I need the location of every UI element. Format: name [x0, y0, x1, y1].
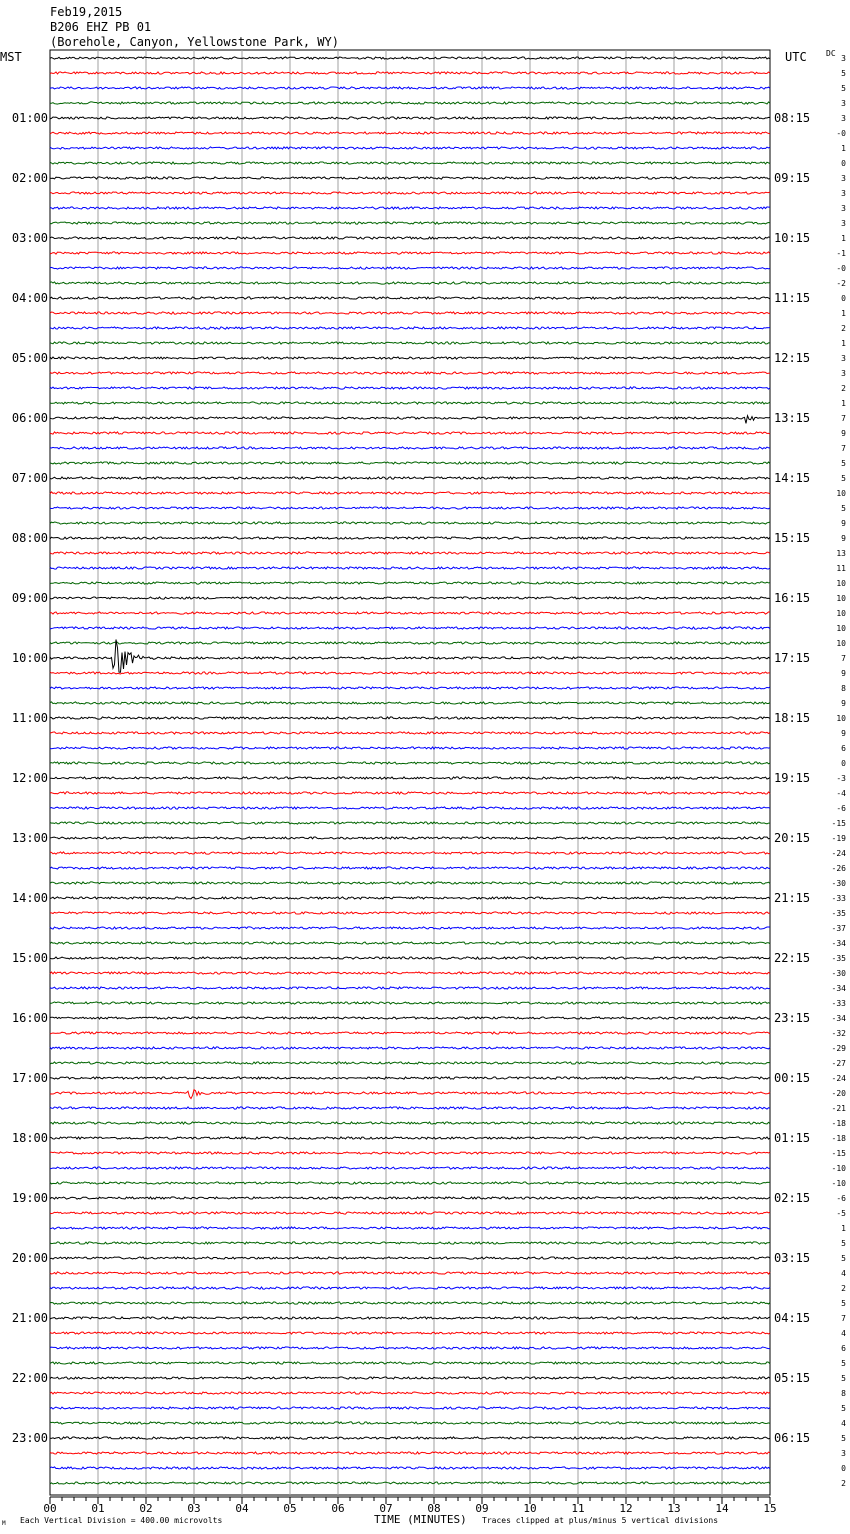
trace-row-79: [50, 1242, 770, 1244]
trace-row-66: [50, 1047, 770, 1049]
clip-note: Traces clipped at plus/minus 5 vertical divisions: [482, 1516, 719, 1525]
left-axis-label: MST: [0, 50, 22, 64]
trace-row-50: [50, 807, 770, 809]
trace-row-70: [50, 1107, 770, 1109]
dc-offset-label: -34: [831, 1014, 846, 1023]
left-hour-label: 09:00: [11, 591, 48, 605]
trace-row-39: [50, 642, 770, 644]
trace-row-54: [50, 867, 770, 869]
left-hour-label: 15:00: [11, 951, 48, 965]
trace-row-68: [50, 1077, 770, 1079]
dc-offset-label: 10: [836, 489, 846, 498]
trace-row-28: [50, 477, 770, 479]
left-hour-label: 04:00: [11, 291, 48, 305]
right-axis-label: UTC: [785, 50, 807, 64]
dc-offset-label: 8: [841, 684, 846, 693]
dc-offset-label: -4: [836, 789, 846, 798]
dc-offset-label: 6: [841, 744, 846, 753]
trace-row-5: [50, 132, 770, 134]
dc-offset-label: 3: [841, 54, 846, 63]
trace-row-93: [50, 1452, 770, 1454]
dc-offset-label: -1: [836, 249, 846, 258]
trace-row-14: [50, 267, 770, 269]
seismic-traces: [50, 57, 770, 1484]
dc-offset-label: 1: [841, 234, 846, 243]
trace-row-78: [50, 1227, 770, 1229]
trace-row-3: [50, 102, 770, 104]
left-hour-labels: [12, 111, 48, 1445]
trace-row-17: [50, 312, 770, 314]
trace-row-16: [50, 297, 770, 299]
left-hour-label: 12:00: [11, 771, 48, 785]
trace-row-95: [50, 1482, 770, 1484]
dc-offset-label: -18: [831, 1119, 846, 1128]
dc-offset-label: 13: [836, 549, 846, 558]
right-hour-label: 16:15: [774, 591, 811, 605]
trace-row-27: [50, 462, 770, 464]
trace-row-55: [50, 882, 770, 884]
x-tick-label: 05: [283, 1502, 297, 1515]
trace-row-40: [50, 640, 770, 673]
trace-row-89: [50, 1392, 770, 1394]
dc-offset-label: 3: [841, 369, 846, 378]
trace-row-58: [50, 927, 770, 929]
trace-row-32: [50, 537, 770, 539]
dc-label: DC: [826, 49, 836, 58]
right-hour-label: 05:15: [774, 1371, 811, 1385]
dc-offset-label: -2: [836, 279, 846, 288]
trace-row-44: [50, 717, 770, 719]
dc-offset-label: 3: [841, 204, 846, 213]
x-axis-title: TIME (MINUTES): [374, 1513, 467, 1526]
trace-row-12: [50, 237, 770, 239]
left-hour-label: 01:00: [11, 111, 48, 125]
dc-offset-label: 3: [841, 174, 846, 183]
x-tick-label: 03: [187, 1502, 201, 1515]
dc-offset-label: -6: [836, 804, 846, 813]
dc-offset-label: 9: [841, 534, 846, 543]
trace-row-63: [50, 1002, 770, 1004]
dc-offset-label: 10: [836, 714, 846, 723]
trace-row-8: [50, 177, 770, 179]
trace-row-87: [50, 1362, 770, 1364]
trace-row-73: [50, 1152, 770, 1154]
dc-offset-label: -30: [831, 969, 846, 978]
dc-offset-label: 4: [841, 1269, 846, 1278]
dc-offset-label: 7: [841, 414, 846, 423]
left-hour-label: 08:00: [11, 531, 48, 545]
trace-row-9: [50, 192, 770, 194]
trace-row-34: [50, 567, 770, 569]
dc-offset-label: 9: [841, 429, 846, 438]
dc-offset-label: -20: [831, 1089, 846, 1098]
station-name: B206 EHZ PB 01: [50, 20, 152, 34]
trace-row-36: [50, 597, 770, 599]
dc-offset-label: 3: [841, 114, 846, 123]
dc-offset-label: 7: [841, 1314, 846, 1323]
dc-offset-label: 5: [841, 1374, 846, 1383]
x-tick-label: 09: [475, 1502, 489, 1515]
right-hour-labels: [774, 111, 810, 1445]
x-tick-label: 00: [43, 1502, 57, 1515]
right-hour-label: 00:15: [774, 1071, 811, 1085]
left-hour-label: 05:00: [11, 351, 48, 365]
dc-offset-label: -35: [831, 954, 846, 963]
left-hour-label: 21:00: [11, 1311, 48, 1325]
left-hour-label: 11:00: [11, 711, 48, 725]
dc-offset-label: -29: [831, 1044, 846, 1053]
dc-offset-label: 10: [836, 579, 846, 588]
dc-offset-label: 8: [841, 1389, 846, 1398]
left-hour-label: 07:00: [11, 471, 48, 485]
dc-offset-label: 4: [841, 1329, 846, 1338]
right-hour-label: 18:15: [774, 711, 811, 725]
left-hour-label: 16:00: [11, 1011, 48, 1025]
trace-row-65: [50, 1032, 770, 1034]
left-hour-label: 02:00: [11, 171, 48, 185]
trace-row-45: [50, 732, 770, 734]
right-hour-label: 23:15: [774, 1011, 811, 1025]
trace-row-6: [50, 147, 770, 149]
x-tick-label: 13: [667, 1502, 681, 1515]
trace-row-2: [50, 87, 770, 89]
dc-offset-label: -32: [831, 1029, 846, 1038]
x-tick-label: 06: [331, 1502, 345, 1515]
dc-offset-label: 10: [836, 609, 846, 618]
dc-offset-label: 5: [841, 459, 846, 468]
trace-row-41: [50, 672, 770, 674]
trace-row-51: [50, 822, 770, 824]
dc-offset-label: 10: [836, 594, 846, 603]
dc-offset-label: 9: [841, 699, 846, 708]
trace-row-43: [50, 702, 770, 704]
dc-offset-label: -0: [836, 129, 846, 138]
dc-offset-label: -10: [831, 1179, 846, 1188]
trace-row-60: [50, 957, 770, 959]
trace-row-47: [50, 762, 770, 764]
left-hour-label: 17:00: [11, 1071, 48, 1085]
dc-offset-label: -5: [836, 1209, 846, 1218]
right-hour-label: 22:15: [774, 951, 811, 965]
dc-offset-label: 9: [841, 669, 846, 678]
trace-row-49: [50, 792, 770, 794]
x-tick-label: 12: [619, 1502, 633, 1515]
trace-row-30: [50, 507, 770, 509]
right-hour-label: 09:15: [774, 171, 811, 185]
dc-offset-label: 3: [841, 219, 846, 228]
trace-row-4: [50, 117, 770, 119]
trace-row-88: [50, 1377, 770, 1379]
trace-row-37: [50, 612, 770, 614]
x-tick-label: 01: [91, 1502, 105, 1515]
right-hour-label: 06:15: [774, 1431, 811, 1445]
trace-row-86: [50, 1347, 770, 1349]
dc-offset-label: -37: [831, 924, 846, 933]
trace-row-94: [50, 1467, 770, 1469]
trace-row-10: [50, 207, 770, 209]
dc-offset-label: 1: [841, 339, 846, 348]
trace-row-13: [50, 252, 770, 254]
right-hour-label: 17:15: [774, 651, 811, 665]
right-hour-label: 21:15: [774, 891, 811, 905]
dc-offset-label: 5: [841, 474, 846, 483]
corner-mark: M: [2, 1520, 6, 1527]
right-hour-label: 14:15: [774, 471, 811, 485]
left-hour-label: 13:00: [11, 831, 48, 845]
trace-row-92: [50, 1437, 770, 1439]
dc-offset-label: -21: [831, 1104, 846, 1113]
trace-row-81: [50, 1272, 770, 1274]
dc-offset-label: 1: [841, 309, 846, 318]
left-hour-label: 22:00: [11, 1371, 48, 1385]
trace-row-21: [50, 372, 770, 374]
left-hour-label: 06:00: [11, 411, 48, 425]
trace-row-64: [50, 1017, 770, 1019]
x-tick-label: 02: [139, 1502, 153, 1515]
trace-row-23: [50, 402, 770, 404]
dc-offset-label: 10: [836, 624, 846, 633]
trace-row-26: [50, 447, 770, 449]
right-hour-label: 04:15: [774, 1311, 811, 1325]
right-hour-label: 20:15: [774, 831, 811, 845]
dc-offset-label: -33: [831, 894, 846, 903]
trace-row-29: [50, 492, 770, 494]
dc-offset-label: 3: [841, 1449, 846, 1458]
trace-row-67: [50, 1062, 770, 1064]
dc-offset-label: 5: [841, 84, 846, 93]
trace-row-75: [50, 1182, 770, 1184]
trace-row-80: [50, 1257, 770, 1259]
dc-offset-label: 1: [841, 399, 846, 408]
trace-row-57: [50, 912, 770, 914]
right-hour-label: 19:15: [774, 771, 811, 785]
dc-offset-label: -6: [836, 1194, 846, 1203]
trace-row-25: [50, 432, 770, 434]
trace-row-33: [50, 552, 770, 554]
dc-offset-label: 11: [836, 564, 846, 573]
trace-row-18: [50, 327, 770, 329]
dc-offset-label: -34: [831, 984, 846, 993]
dc-offset-label: -24: [831, 849, 846, 858]
trace-row-53: [50, 852, 770, 854]
dc-offset-label: -15: [831, 1149, 846, 1158]
trace-row-7: [50, 162, 770, 164]
dc-offset-label: 5: [841, 1299, 846, 1308]
dc-offset-label: 5: [841, 1239, 846, 1248]
dc-offset-label: -26: [831, 864, 846, 873]
dc-offset-label: 1: [841, 144, 846, 153]
x-tick-label: 11: [571, 1502, 585, 1515]
dc-offset-labels: [832, 54, 847, 1488]
dc-offset-label: 7: [841, 444, 846, 453]
dc-offset-label: -35: [831, 909, 846, 918]
dc-offset-label: 3: [841, 354, 846, 363]
trace-row-20: [50, 357, 770, 359]
dc-offset-label: -15: [831, 819, 846, 828]
left-hour-label: 23:00: [11, 1431, 48, 1445]
dc-offset-label: 2: [841, 384, 846, 393]
dc-offset-label: 3: [841, 189, 846, 198]
dc-offset-label: 4: [841, 1419, 846, 1428]
right-hour-label: 12:15: [774, 351, 811, 365]
dc-offset-label: 9: [841, 729, 846, 738]
dc-offset-label: 2: [841, 324, 846, 333]
trace-row-24: [50, 416, 770, 424]
dc-offset-label: -19: [831, 834, 846, 843]
dc-offset-label: -34: [831, 939, 846, 948]
x-tick-label: 08: [427, 1502, 441, 1515]
dc-offset-label: 5: [841, 1359, 846, 1368]
trace-row-38: [50, 627, 770, 629]
x-tick-label: 04: [235, 1502, 249, 1515]
dc-offset-label: 10: [836, 639, 846, 648]
left-hour-label: 10:00: [11, 651, 48, 665]
trace-row-35: [50, 582, 770, 584]
dc-offset-label: 5: [841, 504, 846, 513]
trace-row-72: [50, 1137, 770, 1139]
left-hour-label: 20:00: [11, 1251, 48, 1265]
trace-row-85: [50, 1332, 770, 1334]
dc-offset-label: 0: [841, 759, 846, 768]
right-hour-label: 03:15: [774, 1251, 811, 1265]
right-hour-label: 10:15: [774, 231, 811, 245]
trace-row-31: [50, 522, 770, 524]
left-hour-label: 19:00: [11, 1191, 48, 1205]
trace-row-90: [50, 1407, 770, 1409]
trace-row-56: [50, 897, 770, 899]
dc-offset-label: 0: [841, 294, 846, 303]
trace-row-71: [50, 1122, 770, 1124]
left-hour-label: 03:00: [11, 231, 48, 245]
dc-offset-label: -33: [831, 999, 846, 1008]
trace-row-0: [50, 57, 770, 59]
trace-row-77: [50, 1212, 770, 1214]
scale-note: Each Vertical Division = 400.00 microvolts: [20, 1516, 223, 1525]
dc-offset-label: -27: [831, 1059, 846, 1068]
dc-offset-label: 5: [841, 69, 846, 78]
trace-row-69: [50, 1090, 770, 1099]
trace-row-15: [50, 282, 770, 284]
dc-offset-label: -3: [836, 774, 846, 783]
trace-row-76: [50, 1197, 770, 1199]
x-tick-label: 10: [523, 1502, 537, 1515]
trace-row-59: [50, 942, 770, 944]
dc-offset-label: -0: [836, 264, 846, 273]
dc-offset-label: -30: [831, 879, 846, 888]
chart-date: Feb19,2015: [50, 5, 123, 19]
right-hour-label: 15:15: [774, 531, 811, 545]
trace-row-46: [50, 747, 770, 749]
trace-row-22: [50, 387, 770, 389]
trace-row-61: [50, 972, 770, 974]
dc-offset-label: 0: [841, 159, 846, 168]
left-hour-label: 18:00: [11, 1131, 48, 1145]
dc-offset-label: -18: [831, 1134, 846, 1143]
left-hour-label: 14:00: [11, 891, 48, 905]
dc-offset-label: -24: [831, 1074, 846, 1083]
trace-row-91: [50, 1422, 770, 1424]
trace-row-84: [50, 1317, 770, 1319]
dc-offset-label: 7: [841, 654, 846, 663]
dc-offset-label: 5: [841, 1434, 846, 1443]
station-location: (Borehole, Canyon, Yellowstone Park, WY): [50, 35, 339, 49]
x-tick-label: 14: [715, 1502, 729, 1515]
trace-row-19: [50, 342, 770, 344]
dc-offset-label: 9: [841, 519, 846, 528]
trace-row-11: [50, 222, 770, 224]
right-hour-label: 13:15: [774, 411, 811, 425]
trace-row-74: [50, 1167, 770, 1169]
dc-offset-label: 5: [841, 1404, 846, 1413]
x-tick-label: 15: [763, 1502, 777, 1515]
trace-row-83: [50, 1302, 770, 1304]
trace-row-62: [50, 987, 770, 989]
dc-offset-label: 6: [841, 1344, 846, 1353]
dc-offset-label: 2: [841, 1284, 846, 1293]
right-hour-label: 08:15: [774, 111, 811, 125]
right-hour-label: 11:15: [774, 291, 811, 305]
trace-row-52: [50, 837, 770, 839]
trace-row-42: [50, 687, 770, 689]
trace-row-48: [50, 777, 770, 779]
dc-offset-label: -10: [831, 1164, 846, 1173]
right-hour-label: 02:15: [774, 1191, 811, 1205]
dc-offset-label: 1: [841, 1224, 846, 1233]
dc-offset-label: 3: [841, 99, 846, 108]
right-hour-label: 01:15: [774, 1131, 811, 1145]
x-tick-label: 07: [379, 1502, 393, 1515]
dc-offset-label: 2: [841, 1479, 846, 1488]
trace-row-82: [50, 1287, 770, 1289]
dc-offset-label: 0: [841, 1464, 846, 1473]
trace-row-1: [50, 72, 770, 74]
dc-offset-label: 5: [841, 1254, 846, 1263]
